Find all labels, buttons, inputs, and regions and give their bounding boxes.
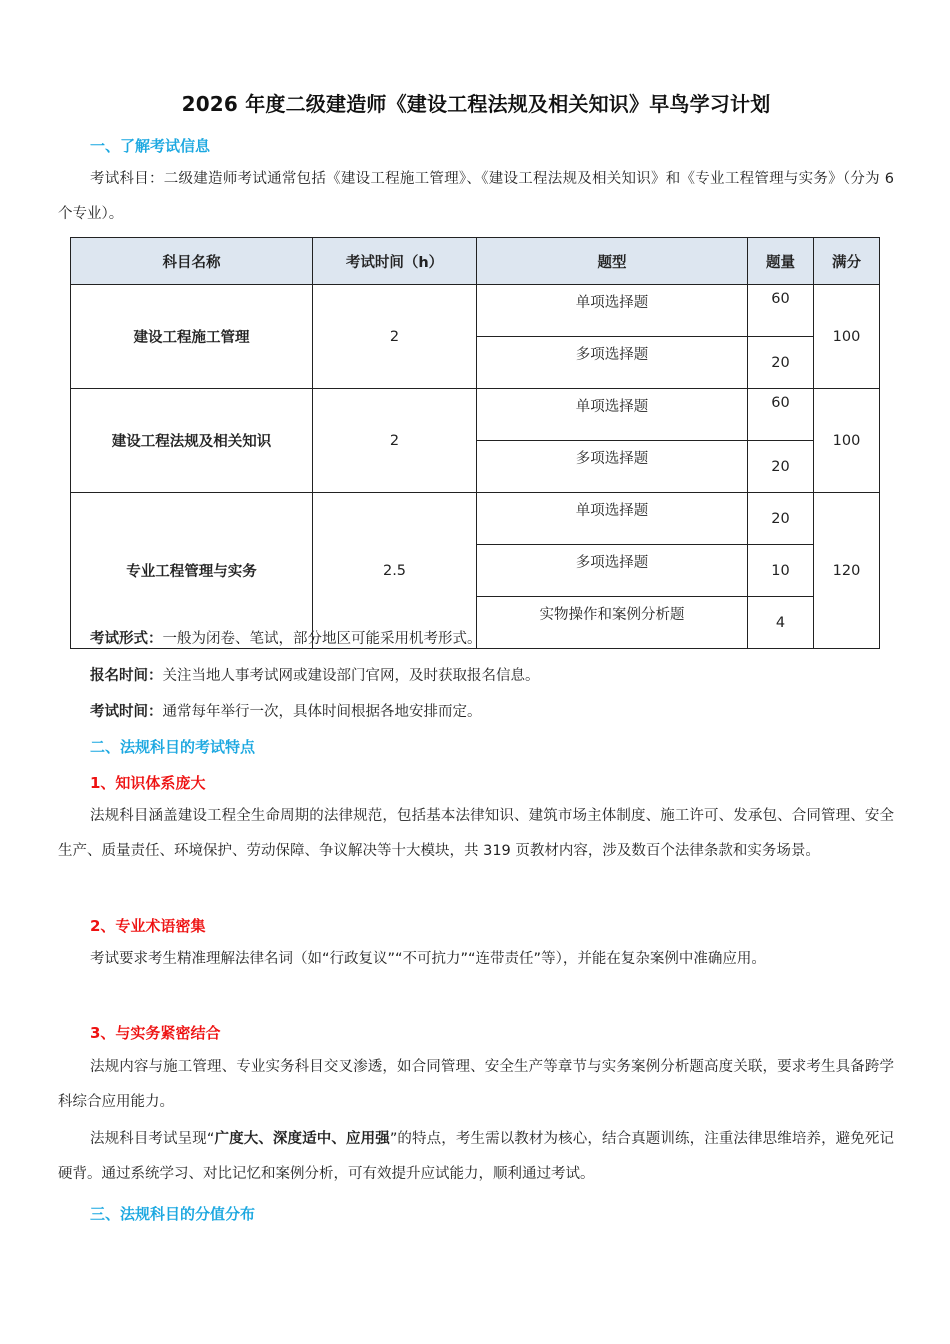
point-text-1: 法规科目涵盖建设工程全生命周期的法律规范，包括基本法律知识、建筑市场主体制度、施工许可、发承包、合同管理、安全生产、质量责任、环境保护、劳动保障、争议解决等十大模块，共 319 页教材内容，涉及数百个法律条款和实务场景。 bbox=[58, 808, 894, 859]
exam-subjects-paragraph: 考试科目：二级建造师考试通常包括《建设工程施工管理》、《建设工程法规及相关知识》和《专业工程管理与实务》（分为 6 个专业）。 bbox=[58, 171, 894, 222]
full-score: 120 bbox=[814, 493, 880, 649]
table-row bbox=[71, 285, 880, 337]
subject-time: 2 bbox=[313, 285, 477, 389]
header-type: 题型 bbox=[477, 238, 748, 285]
table-row bbox=[71, 493, 880, 545]
question-count: 4 bbox=[748, 597, 814, 649]
summary-pre: 法规科目考试呈现“ bbox=[90, 1131, 215, 1147]
question-count: 20 bbox=[748, 337, 814, 389]
point-heading-3: 3、与实务紧密结合 bbox=[90, 1024, 221, 1042]
question-count: 60 bbox=[748, 285, 814, 337]
section-heading-exam-features: 二、法规科目的考试特点 bbox=[90, 738, 256, 756]
info-exam-time bbox=[90, 700, 482, 721]
header-full-score: 满分 bbox=[814, 238, 880, 285]
header-time: 考试时间（h） bbox=[313, 238, 477, 285]
point-heading-2: 2、专业术语密集 bbox=[90, 917, 206, 935]
info-label: 考试形式： bbox=[90, 631, 163, 647]
section-heading-score-distribution: 三、法规科目的分值分布 bbox=[90, 1205, 256, 1223]
point-heading-1: 1、知识体系庞大 bbox=[90, 774, 206, 792]
info-text: 关注当地人事考试网或建设部门官网，及时获取报名信息。 bbox=[162, 668, 540, 684]
header-subject: 科目名称 bbox=[71, 238, 313, 285]
exam-subjects-table bbox=[70, 237, 880, 649]
question-count: 20 bbox=[748, 493, 814, 545]
point-text-3: 法规内容与施工管理、专业实务科目交叉渗透，如合同管理、安全生产等章节与实务案例分析题高度关联，要求考生具备跨学科综合应用能力。 bbox=[58, 1059, 894, 1110]
document-title: 2026 年度二级建造师《建设工程法规及相关知识》早鸟学习计划 bbox=[181, 92, 771, 116]
full-score: 100 bbox=[814, 389, 880, 493]
question-type: 多项选择题 bbox=[477, 545, 748, 597]
info-exam-format bbox=[90, 627, 482, 648]
table-header-row bbox=[71, 238, 880, 285]
summary-paragraph bbox=[58, 1122, 894, 1192]
question-type: 单项选择题 bbox=[477, 493, 748, 545]
subject-name: 专业工程管理与实务 bbox=[71, 493, 313, 649]
table-row bbox=[71, 389, 880, 441]
section-heading-exam-info: 一、了解考试信息 bbox=[90, 137, 211, 155]
question-type: 多项选择题 bbox=[477, 441, 748, 493]
subject-time: 2.5 bbox=[313, 493, 477, 649]
question-count: 20 bbox=[748, 441, 814, 493]
info-label: 报名时间： bbox=[90, 668, 163, 684]
question-type: 单项选择题 bbox=[477, 285, 748, 337]
subject-name: 建设工程法规及相关知识 bbox=[71, 389, 313, 493]
info-text: 一般为闭卷、笔试，部分地区可能采用机考形式。 bbox=[162, 631, 482, 647]
summary-bold: 广度大、深度适中、应用强 bbox=[214, 1131, 390, 1147]
summary-post: ”的特点，考生需以教材为核心，结合真题训练，注重法律思维培养，避免死记硬背。通过系统学习、对比记忆和案例分析，可有效提升应试能力，顺利通过考试。 bbox=[58, 1131, 895, 1182]
header-count: 题量 bbox=[748, 238, 814, 285]
question-type: 单项选择题 bbox=[477, 389, 748, 441]
question-count: 60 bbox=[748, 389, 814, 441]
question-type: 多项选择题 bbox=[477, 337, 748, 389]
point-text-2: 考试要求考生精准理解法律名词（如“行政复议”“不可抗力”“连带责任”等），并能在复杂案例中准确应用。 bbox=[90, 951, 766, 967]
subject-time: 2 bbox=[313, 389, 477, 493]
subject-name: 建设工程施工管理 bbox=[71, 285, 313, 389]
info-text: 通常每年举行一次，具体时间根据各地安排而定。 bbox=[162, 704, 482, 720]
info-registration-time bbox=[90, 664, 540, 685]
question-type: 实物操作和案例分析题 bbox=[477, 597, 748, 649]
full-score: 100 bbox=[814, 285, 880, 389]
question-count: 10 bbox=[748, 545, 814, 597]
info-label: 考试时间： bbox=[90, 704, 163, 720]
